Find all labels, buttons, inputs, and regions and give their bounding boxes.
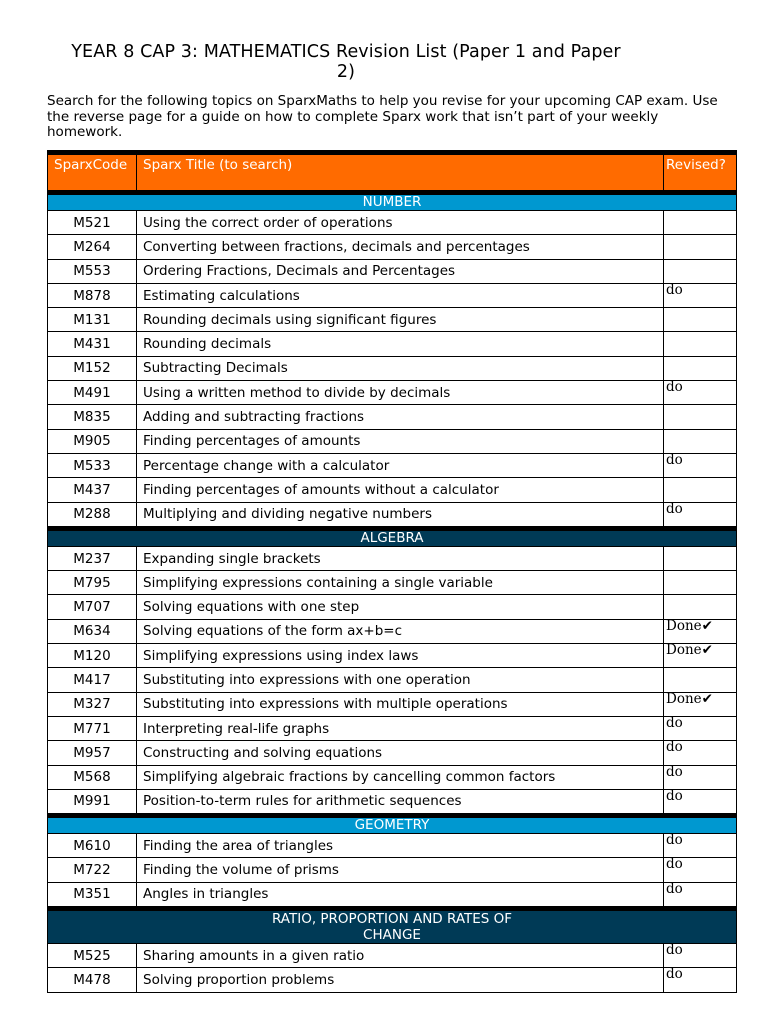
revised-status[interactable]: do — [664, 944, 737, 968]
table-row — [48, 356, 737, 380]
revised-status[interactable]: do — [664, 968, 737, 992]
revised-status[interactable]: do — [664, 882, 737, 908]
revised-status[interactable]: do — [664, 741, 737, 765]
title-line-1: YEAR 8 CAP 3: MATHEMATICS Revision List (Paper 1 and Paper — [71, 42, 621, 62]
revised-status[interactable] — [664, 478, 737, 502]
topic-code: M707 — [48, 595, 137, 619]
section-title-line-2: CHANGE — [363, 927, 421, 944]
table-row — [48, 668, 737, 692]
section-header — [48, 816, 737, 834]
topic-title: Sharing amounts in a given ratio — [137, 944, 664, 968]
topic-code: M417 — [48, 668, 137, 692]
topic-code: M264 — [48, 235, 137, 259]
revised-status[interactable] — [664, 571, 737, 595]
topic-code: M957 — [48, 741, 137, 765]
topic-code: M478 — [48, 968, 137, 992]
revised-status[interactable] — [664, 595, 737, 619]
topic-title: Multiplying and dividing negative numbers — [137, 502, 664, 528]
table-row — [48, 571, 737, 595]
topic-title: Simplifying expressions using index laws — [137, 644, 664, 668]
revised-status[interactable]: Done✔ — [664, 644, 737, 668]
revised-status[interactable] — [664, 405, 737, 429]
revised-status[interactable] — [664, 259, 737, 283]
header-revised: Revised? — [664, 153, 737, 193]
table-row — [48, 453, 737, 477]
revised-status[interactable] — [664, 356, 737, 380]
table-header-row — [48, 153, 737, 193]
table-row — [48, 381, 737, 405]
topic-title: Finding the area of triangles — [137, 834, 664, 858]
revised-status[interactable]: do — [664, 453, 737, 477]
topic-code: M878 — [48, 283, 137, 307]
table-row — [48, 235, 737, 259]
topic-title: Using the correct order of operations — [137, 211, 664, 235]
topic-title: Rounding decimals — [137, 332, 664, 356]
revised-status[interactable]: do — [664, 834, 737, 858]
revised-status[interactable] — [664, 235, 737, 259]
revised-status[interactable] — [664, 211, 737, 235]
topic-code: M634 — [48, 619, 137, 643]
topic-title: Interpreting real-life graphs — [137, 716, 664, 740]
revised-status[interactable]: do — [664, 765, 737, 789]
section-title — [48, 909, 737, 944]
table-row — [48, 716, 737, 740]
topic-title: Finding the volume of prisms — [137, 858, 664, 882]
topic-code: M131 — [48, 308, 137, 332]
table-row — [48, 944, 737, 968]
revised-status[interactable]: do — [664, 381, 737, 405]
topic-code: M351 — [48, 882, 137, 908]
table-row — [48, 211, 737, 235]
revised-status[interactable]: do — [664, 789, 737, 815]
revised-status[interactable]: Done✔ — [664, 692, 737, 716]
topic-code: M288 — [48, 502, 137, 528]
topic-code: M553 — [48, 259, 137, 283]
topic-title: Simplifying algebraic fractions by cancelling common factors — [137, 765, 664, 789]
topic-title: Ordering Fractions, Decimals and Percentages — [137, 259, 664, 283]
topic-title: Using a written method to divide by decimals — [137, 381, 664, 405]
section-header — [48, 193, 737, 211]
table-row — [48, 283, 737, 307]
revised-status[interactable] — [664, 308, 737, 332]
topic-code: M437 — [48, 478, 137, 502]
topic-title: Expanding single brackets — [137, 546, 664, 570]
topic-code: M521 — [48, 211, 137, 235]
section-header — [48, 528, 737, 546]
topic-title: Solving equations of the form ax+b=c — [137, 619, 664, 643]
header-title: Sparx Title (to search) — [137, 153, 664, 193]
topic-code: M120 — [48, 644, 137, 668]
topic-code: M795 — [48, 571, 137, 595]
topic-code: M905 — [48, 429, 137, 453]
section-title: ALGEBRA — [48, 528, 737, 546]
topic-title: Solving proportion problems — [137, 968, 664, 992]
table-row — [48, 332, 737, 356]
table-row — [48, 546, 737, 570]
revised-status[interactable]: Done✔ — [664, 619, 737, 643]
table-row — [48, 692, 737, 716]
table-row — [48, 765, 737, 789]
revised-status[interactable]: do — [664, 283, 737, 307]
section-header — [48, 909, 737, 944]
topic-code: M722 — [48, 858, 137, 882]
topic-code: M237 — [48, 546, 137, 570]
revised-status[interactable] — [664, 668, 737, 692]
header-code: SparxCode — [48, 153, 137, 193]
topic-code: M431 — [48, 332, 137, 356]
table-row — [48, 429, 737, 453]
topic-title: Finding percentages of amounts — [137, 429, 664, 453]
table-row — [48, 834, 737, 858]
topic-title: Converting between fractions, decimals and percentages — [137, 235, 664, 259]
intro-paragraph: Search for the following topics on SparxMaths to help you revise for your upcoming CAP exam. Use the reverse page for a guide on how to complete Sparx work that isn’t part of your weekly homework. — [47, 93, 718, 140]
revised-status[interactable] — [664, 429, 737, 453]
topic-title: Simplifying expressions containing a single variable — [137, 571, 664, 595]
table-row — [48, 741, 737, 765]
section-title: GEOMETRY — [48, 816, 737, 834]
topic-code: M152 — [48, 356, 137, 380]
topic-title: Subtracting Decimals — [137, 356, 664, 380]
section-title-line-1: RATIO, PROPORTION AND RATES OF — [271, 911, 513, 928]
topic-title: Estimating calculations — [137, 283, 664, 307]
topic-title: Constructing and solving equations — [137, 741, 664, 765]
topic-code: M491 — [48, 381, 137, 405]
table-row — [48, 478, 737, 502]
table-row — [48, 858, 737, 882]
topic-code: M525 — [48, 944, 137, 968]
section-title: NUMBER — [48, 193, 737, 211]
topic-code: M327 — [48, 692, 137, 716]
table-row — [48, 968, 737, 992]
topic-code: M568 — [48, 765, 137, 789]
document-title — [40, 42, 652, 82]
topic-title: Adding and subtracting fractions — [137, 405, 664, 429]
topic-code: M533 — [48, 453, 137, 477]
topic-code: M835 — [48, 405, 137, 429]
topic-title: Substituting into expressions with one operation — [137, 668, 664, 692]
topic-title: Angles in triangles — [137, 882, 664, 908]
table-row — [48, 308, 737, 332]
table-row — [48, 259, 737, 283]
topic-code: M610 — [48, 834, 137, 858]
title-line-2: 2) — [336, 62, 356, 82]
topic-title: Finding percentages of amounts without a calculator — [137, 478, 664, 502]
revised-status[interactable]: do — [664, 502, 737, 528]
topic-title: Rounding decimals using significant figures — [137, 308, 664, 332]
topic-code: M771 — [48, 716, 137, 740]
revised-status[interactable] — [664, 546, 737, 570]
table-row — [48, 644, 737, 668]
revised-status[interactable] — [664, 332, 737, 356]
topic-title: Solving equations with one step — [137, 595, 664, 619]
revised-status[interactable]: do — [664, 858, 737, 882]
revised-status[interactable]: do — [664, 716, 737, 740]
revision-table — [47, 150, 737, 993]
topic-code: M991 — [48, 789, 137, 815]
topic-title: Substituting into expressions with multiple operations — [137, 692, 664, 716]
table-row — [48, 619, 737, 643]
table-row — [48, 405, 737, 429]
topic-title: Percentage change with a calculator — [137, 453, 664, 477]
table-row — [48, 502, 737, 528]
table-row — [48, 595, 737, 619]
topic-title: Position-to-term rules for arithmetic sequences — [137, 789, 664, 815]
table-row — [48, 882, 737, 908]
table-row — [48, 789, 737, 815]
